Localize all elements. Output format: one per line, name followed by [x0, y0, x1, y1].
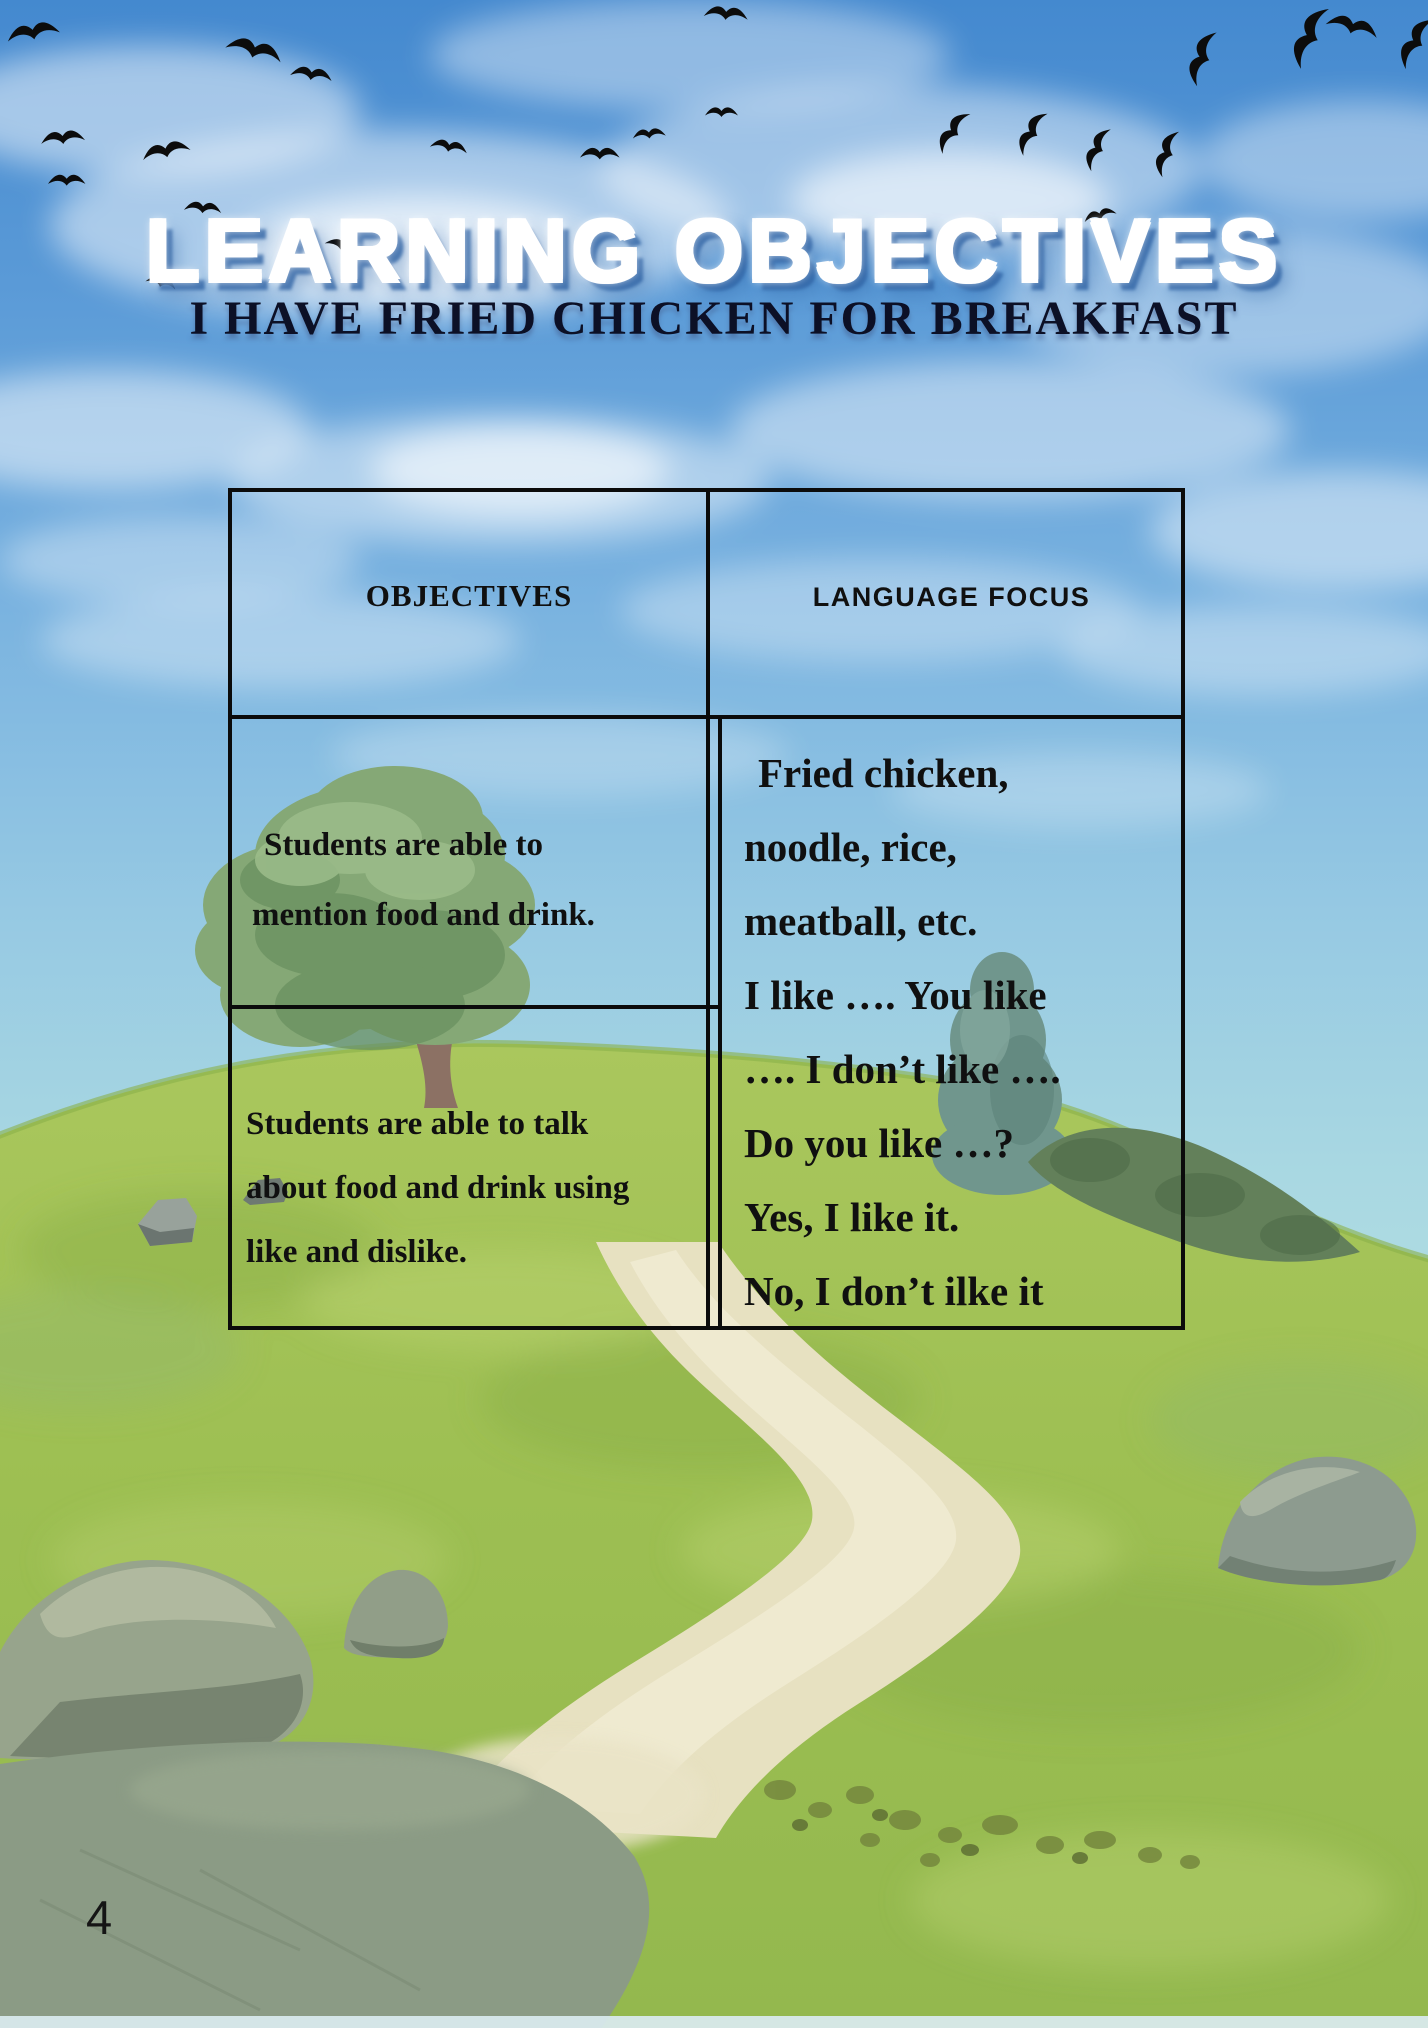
text-line: about food and drink using [246, 1170, 630, 1206]
language-focus-cell [744, 736, 1196, 1328]
table-row-divider [232, 1005, 718, 1009]
objectives-cell-1 [252, 810, 697, 950]
page-number: 4 [86, 1891, 113, 1944]
text-line: …. I don’t like …. [744, 1046, 1061, 1092]
text-line: noodle, rice, [744, 824, 957, 870]
rock-bank [0, 1737, 705, 2028]
page-title: LEARNING OBJECTIVES [145, 201, 1283, 300]
text-line: Yes, I like it. [744, 1194, 960, 1240]
text-line: meatball, etc. [744, 898, 978, 944]
text-line: Students are able to talk [246, 1106, 589, 1142]
text-line: like and dislike. [246, 1234, 467, 1270]
column-header-language-focus: LANGUAGE FOCUS [812, 582, 1091, 612]
table-column-divider-inner [718, 715, 722, 1326]
text-line: Do you like …? [744, 1120, 1014, 1166]
text-line: Students are able to [264, 827, 543, 863]
page-subtitle: I HAVE FRIED CHICKEN FOR BREAKFAST [189, 292, 1239, 345]
text-line: Fried chicken, [758, 750, 1009, 796]
objectives-cell-2 [246, 1092, 716, 1284]
bottom-strip [0, 2016, 1428, 2028]
text-line: I like …. You like [744, 972, 1047, 1018]
column-header-objectives: OBJECTIVES [365, 578, 573, 613]
objectives-table [228, 488, 1185, 1330]
text-line: mention food and drink. [252, 897, 595, 933]
text-line: No, I don’t ilke it [744, 1268, 1044, 1314]
cloud-shape [730, 360, 1290, 500]
cloud-shape [430, 0, 950, 110]
